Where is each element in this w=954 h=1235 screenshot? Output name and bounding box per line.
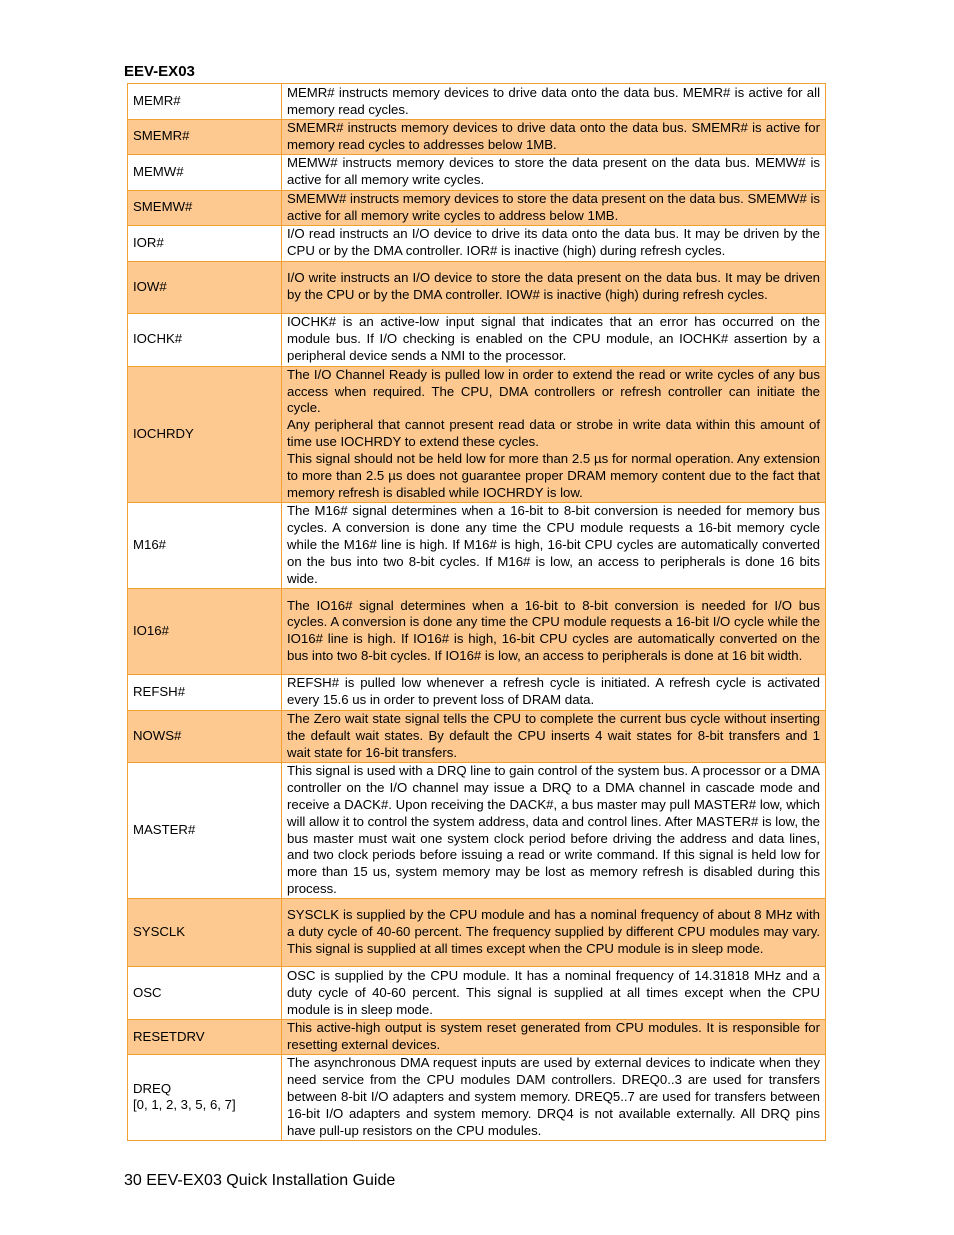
description-paragraph: SMEMW# instructs memory devices to store the data present on the data bus. SMEMW# is active for all memory write cycles to address below 1MB. (287, 190, 820, 223)
signal-name: IOW# (128, 261, 282, 313)
signal-description (282, 261, 826, 313)
signal-description (282, 502, 826, 588)
signal-description (282, 313, 826, 366)
description-paragraph: OSC is supplied by the CPU module. It has a nominal frequency of 14.31818 MHz and a duty cycle of 40-60 percent. This signal is supplied at all times except when the CPU module is in sleep mode. (287, 967, 820, 1017)
signal-description (282, 674, 826, 710)
table-row (128, 899, 826, 967)
signal-name: REFSH# (128, 674, 282, 710)
description-paragraph: Any peripheral that cannot present read data or strobe in write data within this amount of time use IOCHRDY to extend these cycles. (287, 417, 820, 450)
signal-name: OSC (128, 967, 282, 1020)
signal-description (282, 154, 826, 190)
signal-name: RESETDRV (128, 1020, 282, 1055)
signal-name: SMEMW# (128, 190, 282, 225)
table-row (128, 710, 826, 762)
description-paragraph: The IO16# signal determines when a 16-bit to 8-bit conversion is needed for I/O bus cycles. A conversion is done any time the CPU module requests a 16-bit I/O cycle while the IO16# line is high. If IO16# is high, 16-bit CPU cycles are automatically converted on the bus into two 8-bit cycles. If IO16# is low, an access to peripherals is done at 16 bit width. (287, 597, 820, 664)
signal-description (282, 1054, 826, 1140)
table-row (128, 120, 826, 155)
signal-name: MASTER# (128, 762, 282, 898)
description-paragraph: This signal is used with a DRQ line to gain control of the system bus. A processor or a DMA controller on the I/O channel may issue a DRQ to a DMA channel in cascade mode and receive a DACK#. Upon receiving the DACK#, a bus master may pull MASTER# low, which will allow it to control the system address, data and control lines. After MASTER# is low, the bus master must wait one system clock period before driving the address and data lines, and two clock periods before issuing a read or write command. If this signal is held low for more than 15 us, system memory may be lost as memory refresh is disabled during this process. (287, 762, 820, 897)
description-paragraph: The M16# signal determines when a 16-bit to 8-bit conversion is needed for memory bus cycles. A conversion is done any time the CPU module requests a 16-bit memory cycle while the M16# line is high. If M16# is high, 16-bit CPU cycles are automatically converted on the bus into two 8-bit cycles. If M16# is low, an access to peripherals is done 16 bits wide. (287, 503, 820, 586)
description-paragraph: IOCHK# is an active-low input signal that indicates that an error has occurred on the module bus. If I/O checking is enabled on the CPU module, an IOCHK# assertion by a peripheral device sends a NMI to the processor. (287, 314, 820, 364)
signal-description (282, 710, 826, 762)
description-paragraph: The asynchronous DMA request inputs are used by external devices to indicate when they need service from the CPU modules DAM controllers. DREQ0..3 are used for transfers between 8-bit I/O adapters and system memory. DREQ5..7 are used for transfers between 16-bit I/O adapters and system memory. DRQ4 is not available externally. All DRQ pins have pull-up resistors on the CPU modules. (287, 1055, 820, 1138)
signal-description (282, 225, 826, 261)
signal-description (282, 120, 826, 155)
signal-name: MEMR# (128, 84, 282, 120)
page-footer: 30 EEV-EX03 Quick Installation Guide (124, 1172, 396, 1189)
signal-name: IOCHK# (128, 313, 282, 366)
signal-name: DREQ [0, 1, 2, 3, 5, 6, 7] (128, 1054, 282, 1140)
description-paragraph: I/O read instructs an I/O device to drive its data onto the data bus. It may be driven by the CPU or by the DMA controller. IOR# is inactive (high) during refresh cycles. (287, 226, 820, 259)
table-row (128, 1020, 826, 1055)
description-paragraph: This active-high output is system reset generated from CPU modules. It is responsible for resetting external devices. (287, 1020, 820, 1053)
signal-description (282, 762, 826, 898)
signal-description (282, 366, 826, 502)
signal-name: SMEMR# (128, 120, 282, 155)
signal-name: IOCHRDY (128, 366, 282, 502)
signal-description (282, 84, 826, 120)
description-paragraph: I/O write instructs an I/O device to store the data present on the data bus. It may be driven by the CPU or by the DMA controller. IOW# is inactive (high) during refresh cycles. (287, 270, 820, 303)
description-paragraph: The I/O Channel Ready is pulled low in order to extend the read or write cycles of any bus access when required. The CPU, DMA controllers or refresh controller can initiate the cycle. (287, 366, 820, 416)
table-row (128, 674, 826, 710)
signal-name: SYSCLK (128, 899, 282, 967)
table-row (128, 261, 826, 313)
signal-name: M16# (128, 502, 282, 588)
description-paragraph: MEMW# instructs memory devices to store the data present on the data bus. MEMW# is active for all memory write cycles. (287, 155, 820, 188)
signal-description (282, 190, 826, 225)
signal-name: NOWS# (128, 710, 282, 762)
description-paragraph: SYSCLK is supplied by the CPU module and has a nominal frequency of about 8 MHz with a duty cycle of 40-60 percent. The frequency supplied by different CPU modules may vary. This signal is supplied at all times except when the CPU module is in sleep mode. (287, 907, 820, 957)
table-row (128, 502, 826, 588)
page-header-title: EEV-EX03 (124, 63, 195, 80)
signal-description (282, 1020, 826, 1055)
signal-table (127, 83, 826, 1141)
table-row (128, 190, 826, 225)
table-row (128, 588, 826, 674)
signal-name: MEMW# (128, 154, 282, 190)
signal-description (282, 588, 826, 674)
description-paragraph: REFSH# is pulled low whenever a refresh cycle is initiated. A refresh cycle is activated every 15.6 us in order to prevent loss of DRAM data. (287, 675, 820, 708)
table-row (128, 1054, 826, 1140)
table-row (128, 762, 826, 898)
table-row (128, 225, 826, 261)
description-paragraph: The Zero wait state signal tells the CPU to complete the current bus cycle without inserting the default wait states. By default the CPU inserts 4 wait states for 8-bit transfers and 1 wait state for 16-bit transfers. (287, 711, 820, 760)
table-row (128, 313, 826, 366)
table-row (128, 366, 826, 502)
table-row (128, 154, 826, 190)
signal-name: IOR# (128, 225, 282, 261)
signal-description (282, 899, 826, 967)
signal-description (282, 967, 826, 1020)
description-paragraph: SMEMR# instructs memory devices to drive data onto the data bus. SMEMR# is active for memory read cycles to addresses below 1MB. (287, 120, 820, 152)
description-paragraph: MEMR# instructs memory devices to drive data onto the data bus. MEMR# is active for all memory read cycles. (287, 84, 820, 117)
table-row (128, 84, 826, 120)
table-row (128, 967, 826, 1020)
description-paragraph: This signal should not be held low for more than 2.5 µs for normal operation. Any extension to more than 2.5 µs does not guarantee proper DRAM memory content due to the fact that memory refresh is disabled while IOCHRDY is low. (287, 451, 820, 500)
signal-name: IO16# (128, 588, 282, 674)
